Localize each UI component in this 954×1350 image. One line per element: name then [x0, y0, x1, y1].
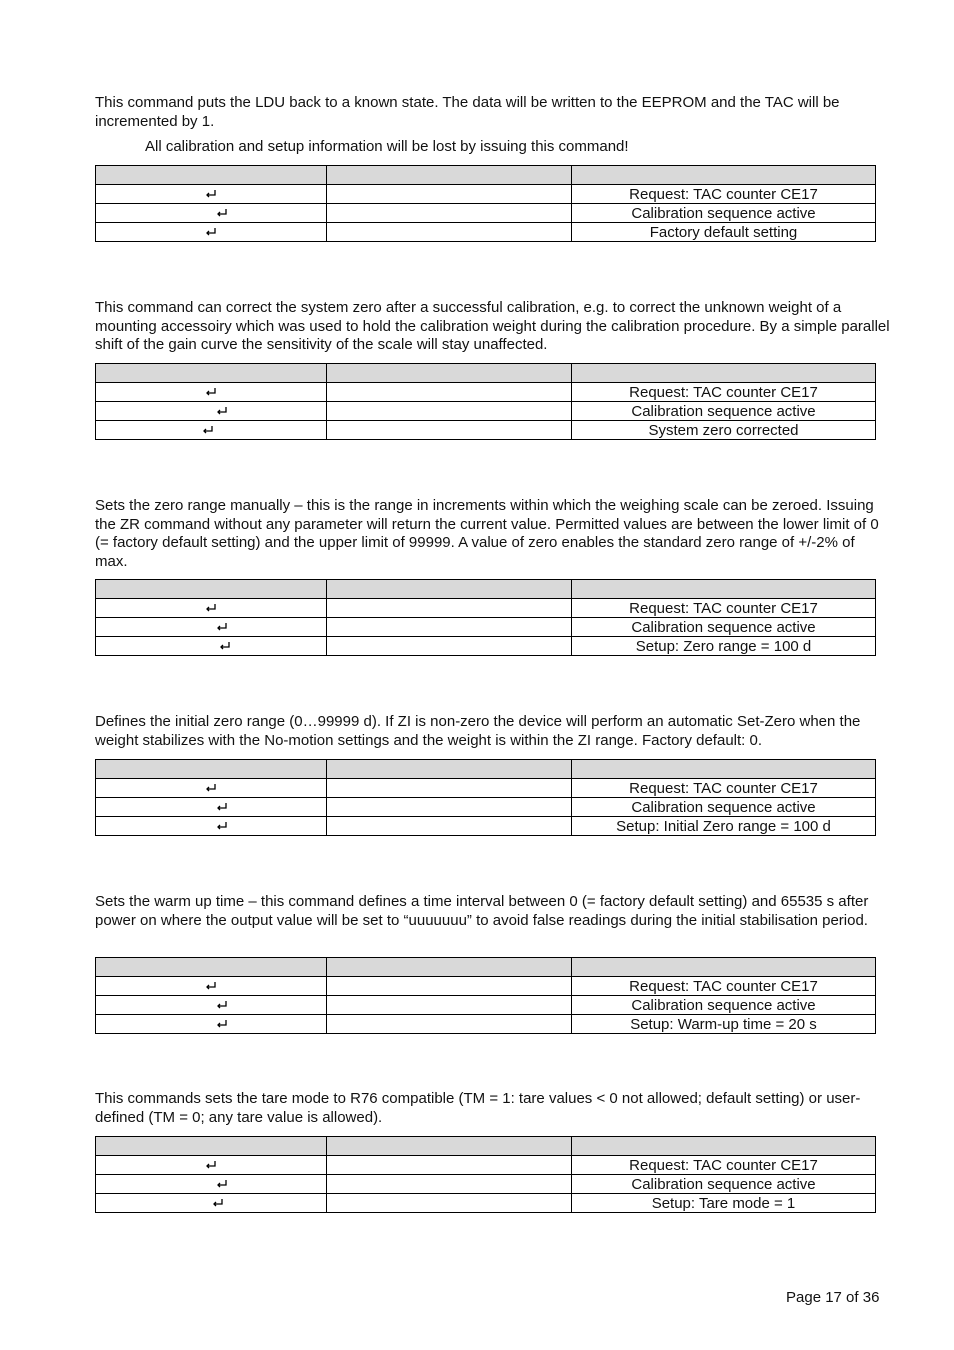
section-paragraph: Sets the zero range manually – this is the range in increments within which the weighing scale can be zeroed. Issuing the ZR command without any parameter will return the current value. Permitted values are between the lower limit of 0 (= factory default setting) and the upper limit of 99999. A value of zero enables the standard zero range of +/-2% of max. — [95, 497, 879, 570]
table-header-row — [96, 958, 876, 977]
row-description: Setup: Zero range = 100 d — [572, 637, 876, 656]
return-arrow-icon — [205, 980, 217, 992]
section-paragraph: This command puts the LDU back to a known state. The data will be written to the EEPROM and the TAC will be incremented by 1. — [95, 94, 840, 130]
command-table — [95, 759, 876, 836]
warning-text: All calibration and setup information will be lost by issuing this command! — [145, 138, 629, 155]
table-row — [96, 1156, 876, 1175]
row-description: Request: TAC counter CE17 — [572, 977, 876, 996]
return-arrow-icon — [216, 207, 228, 219]
table-row — [96, 798, 876, 817]
section-factory-default — [95, 94, 890, 157]
row-description: Request: TAC counter CE17 — [572, 383, 876, 402]
section-initial-zero-range — [95, 713, 890, 750]
table-row — [96, 185, 876, 204]
return-arrow-icon — [212, 1197, 224, 1209]
section-paragraph: Sets the warm up time – this command defines a time interval between 0 (= factory default setting) and 65535 s after power on where the output value will be set to “uuuuuuu” to avoid false readings during the initial stabilisation period. — [95, 893, 869, 929]
command-table — [95, 1136, 876, 1213]
row-description: Request: TAC counter CE17 — [572, 779, 876, 798]
row-description: Request: TAC counter CE17 — [572, 599, 876, 618]
row-description: Setup: Warm-up time = 20 s — [572, 1015, 876, 1034]
return-arrow-icon — [205, 602, 217, 614]
row-description: Calibration sequence active — [572, 204, 876, 223]
table-row — [96, 779, 876, 798]
section-warm-up-time — [95, 893, 890, 930]
table-header-row — [96, 580, 876, 599]
section-paragraph: This commands sets the tare mode to R76 compatible (TM = 1: tare values < 0 not allowed; default setting) or user-defined (TM = 0; any tare value is allowed). — [95, 1090, 861, 1126]
row-description: Setup: Tare mode = 1 — [572, 1194, 876, 1213]
row-description: Calibration sequence active — [572, 618, 876, 637]
row-description: Calibration sequence active — [572, 1175, 876, 1194]
row-description: Calibration sequence active — [572, 402, 876, 421]
table-row — [96, 204, 876, 223]
return-arrow-icon — [216, 1178, 228, 1190]
row-description: Calibration sequence active — [572, 996, 876, 1015]
table-row — [96, 637, 876, 656]
table-row — [96, 1194, 876, 1213]
table-header-row — [96, 166, 876, 185]
return-arrow-icon — [216, 1018, 228, 1030]
return-arrow-icon — [205, 386, 217, 398]
command-table — [95, 363, 876, 440]
return-arrow-icon — [205, 226, 217, 238]
return-arrow-icon — [216, 999, 228, 1011]
row-description: Factory default setting — [572, 223, 876, 242]
table-row — [96, 599, 876, 618]
section-tare-mode — [95, 1090, 890, 1127]
table-row — [96, 977, 876, 996]
table-header-row — [96, 1137, 876, 1156]
table-row — [96, 996, 876, 1015]
table-row — [96, 618, 876, 637]
command-table — [95, 957, 876, 1034]
table-row — [96, 223, 876, 242]
page-number: Page 17 of 36 — [786, 1289, 880, 1306]
return-arrow-icon — [205, 782, 217, 794]
return-arrow-icon — [216, 820, 228, 832]
return-arrow-icon — [216, 405, 228, 417]
return-arrow-icon — [202, 424, 214, 436]
section-system-zero — [95, 299, 890, 355]
return-arrow-icon — [216, 621, 228, 633]
row-description: System zero corrected — [572, 421, 876, 440]
return-arrow-icon — [205, 188, 217, 200]
row-description: Request: TAC counter CE17 — [572, 185, 876, 204]
table-row — [96, 1175, 876, 1194]
table-row — [96, 421, 876, 440]
return-arrow-icon — [219, 640, 231, 652]
section-paragraph: Defines the initial zero range (0…99999 d). If ZI is non-zero the device will perform an automatic Set-Zero when the weight stabilizes with the No-motion settings and the weight is within the ZI range. Factory default: 0. — [95, 713, 861, 749]
table-row — [96, 817, 876, 836]
table-header-row — [96, 760, 876, 779]
row-description: Setup: Initial Zero range = 100 d — [572, 817, 876, 836]
command-table — [95, 165, 876, 242]
return-arrow-icon — [205, 1159, 217, 1171]
table-row — [96, 1015, 876, 1034]
table-row — [96, 383, 876, 402]
table-header-row — [96, 364, 876, 383]
section-paragraph: This command can correct the system zero after a successful calibration, e.g. to correct the unknown weight of a mounting accessoiry which was used to hold the calibration weight during the calibration procedure. By a simple parallel shift of the gain curve the sensitivity of the scale will stay unaffected. — [95, 299, 890, 353]
command-table — [95, 579, 876, 656]
row-description: Calibration sequence active — [572, 798, 876, 817]
row-description: Request: TAC counter CE17 — [572, 1156, 876, 1175]
table-row — [96, 402, 876, 421]
return-arrow-icon — [216, 801, 228, 813]
section-zero-range — [95, 497, 890, 571]
